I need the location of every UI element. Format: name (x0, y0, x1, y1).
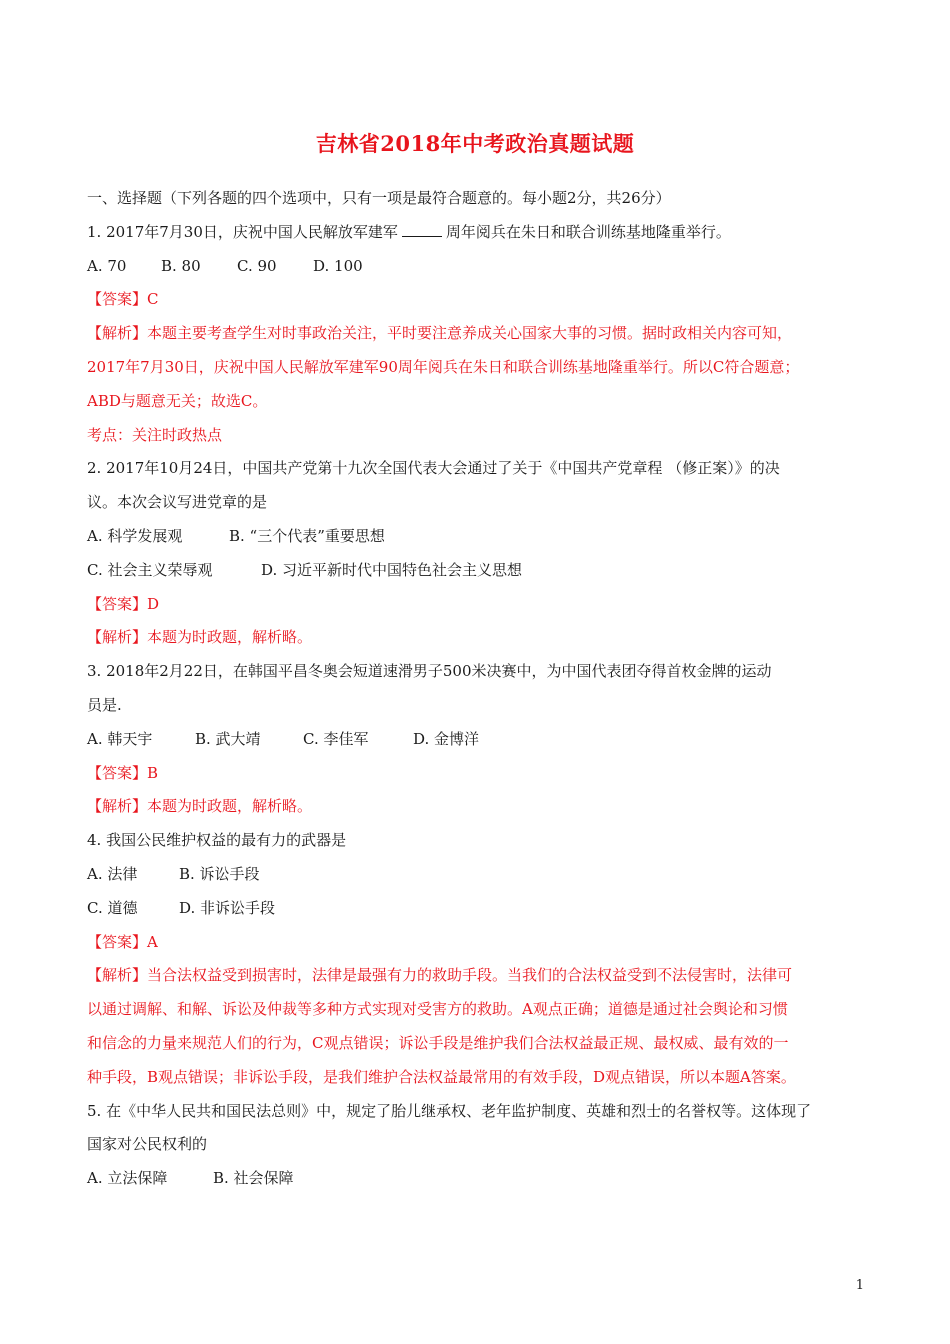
option-b: B. 诉讼手段 (179, 864, 260, 883)
question-5-stem: 5. 在《中华人民共和国民法总则》中，规定了胎儿继承权、老年监护制度、英雄和烈士的名誉权等。这体现了 (87, 1101, 812, 1120)
question-1-analysis-line: ABD与题意无关；故选C。 (87, 391, 268, 410)
option-d: D. 100 (313, 256, 363, 275)
question-4-analysis-line: 和信念的力量来规范人们的行为，C观点错误；诉讼手段是维护我们合法权益最正规、最权威、最有效的一 (87, 1033, 789, 1052)
question-1-stem (87, 216, 877, 250)
question-1-kaodian: 考点：关注时政热点 (87, 425, 223, 444)
question-2-stem: 2. 2017年10月24日，中国共产党第十九次全国代表大会通过了关于《中国共产党章程 （修正案）》的决 (87, 459, 780, 478)
option-a: A. 科学发展观 (87, 526, 183, 545)
option-b: B. 社会保障 (213, 1169, 294, 1188)
option-a: A. 立法保障 (87, 1169, 168, 1188)
option-b: B. “三个代表”重要思想 (229, 526, 385, 545)
question-3-stem: 3. 2018年2月22日，在韩国平昌冬奥会短道速滑男子500米决赛中，为中国代表团夺得首枚金牌的运动 (87, 662, 772, 681)
question-1-analysis-line: 【解析】本题主要考查学生对时事政治关注，平时要注意养成关心国家大事的习惯。据时政相关内容可知， (87, 324, 793, 343)
answer-blank (402, 222, 442, 237)
section-heading: 一、选择题（下列各题的四个选项中，只有一项是最符合题意的。每小题2分，共26分） (87, 189, 671, 207)
question-3-analysis: 【解析】本题为时政题，解析略。 (87, 797, 313, 816)
question-1-stem-b: 周年阅兵在朱日和联合训练基地隆重举行。 (445, 222, 731, 241)
question-5-options-row (87, 1162, 877, 1196)
question-2-analysis: 【解析】本题为时政题，解析略。 (87, 628, 313, 647)
question-4-stem: 4. 我国公民维护权益的最有力的武器是 (87, 831, 347, 850)
option-d: D. 非诉讼手段 (179, 898, 276, 917)
option-a: A. 70 (87, 256, 127, 275)
question-2-options-row (87, 554, 877, 588)
page-number: 1 (855, 1278, 864, 1293)
question-3-stem-cont: 员是. (87, 695, 122, 714)
option-c: C. 社会主义荣辱观 (87, 560, 213, 579)
question-1-options (87, 250, 877, 284)
question-4-analysis-line: 【解析】当合法权益受到损害时，法律是最强有力的救助手段。当我们的合法权益受到不法侵害时，法律可 (87, 966, 793, 985)
question-2-answer: 【答案】D (87, 594, 160, 613)
option-b: B. 武大靖 (195, 729, 261, 748)
page-title: 吉林省2018年中考政治真题试题 (315, 131, 635, 156)
question-4-options-row (87, 892, 877, 926)
question-1-stem-a: 1. 2017年7月30日，庆祝中国人民解放军建军 (87, 222, 398, 241)
option-d: D. 习近平新时代中国特色社会主义思想 (261, 560, 523, 579)
question-4-analysis-line: 以通过调解、和解、诉讼及仲裁等多种方式实现对受害方的救助。A观点正确；道德是通过社会舆论和习惯 (87, 1000, 788, 1019)
question-1-answer: 【答案】C (87, 290, 159, 309)
option-c: C. 道德 (87, 898, 138, 917)
question-2-options-row (87, 520, 877, 554)
question-1-analysis-line: 2017年7月30日，庆祝中国人民解放军建军90周年阅兵在朱日和联合训练基地隆重举行。所以C符合题意； (87, 357, 800, 376)
option-a: A. 法律 (87, 864, 138, 883)
question-3-options (87, 723, 877, 757)
option-c: C. 90 (237, 256, 277, 275)
question-2-stem-cont: 议。本次会议写进党章的是 (87, 493, 268, 512)
option-b: B. 80 (161, 256, 201, 275)
question-5-stem-cont: 国家对公民权利的 (87, 1135, 208, 1154)
question-3-answer: 【答案】B (87, 763, 159, 782)
question-4-answer: 【答案】A (87, 932, 158, 951)
option-a: A. 韩天宇 (87, 729, 153, 748)
option-c: C. 李佳军 (303, 729, 369, 748)
question-content (87, 182, 877, 1196)
option-d: D. 金博洋 (413, 729, 480, 748)
question-4-analysis-line: 种手段，B观点错误；非诉讼手段，是我们维护合法权益最常用的有效手段，D观点错误，所以本题A答案。 (87, 1067, 796, 1086)
question-4-options-row (87, 858, 877, 892)
